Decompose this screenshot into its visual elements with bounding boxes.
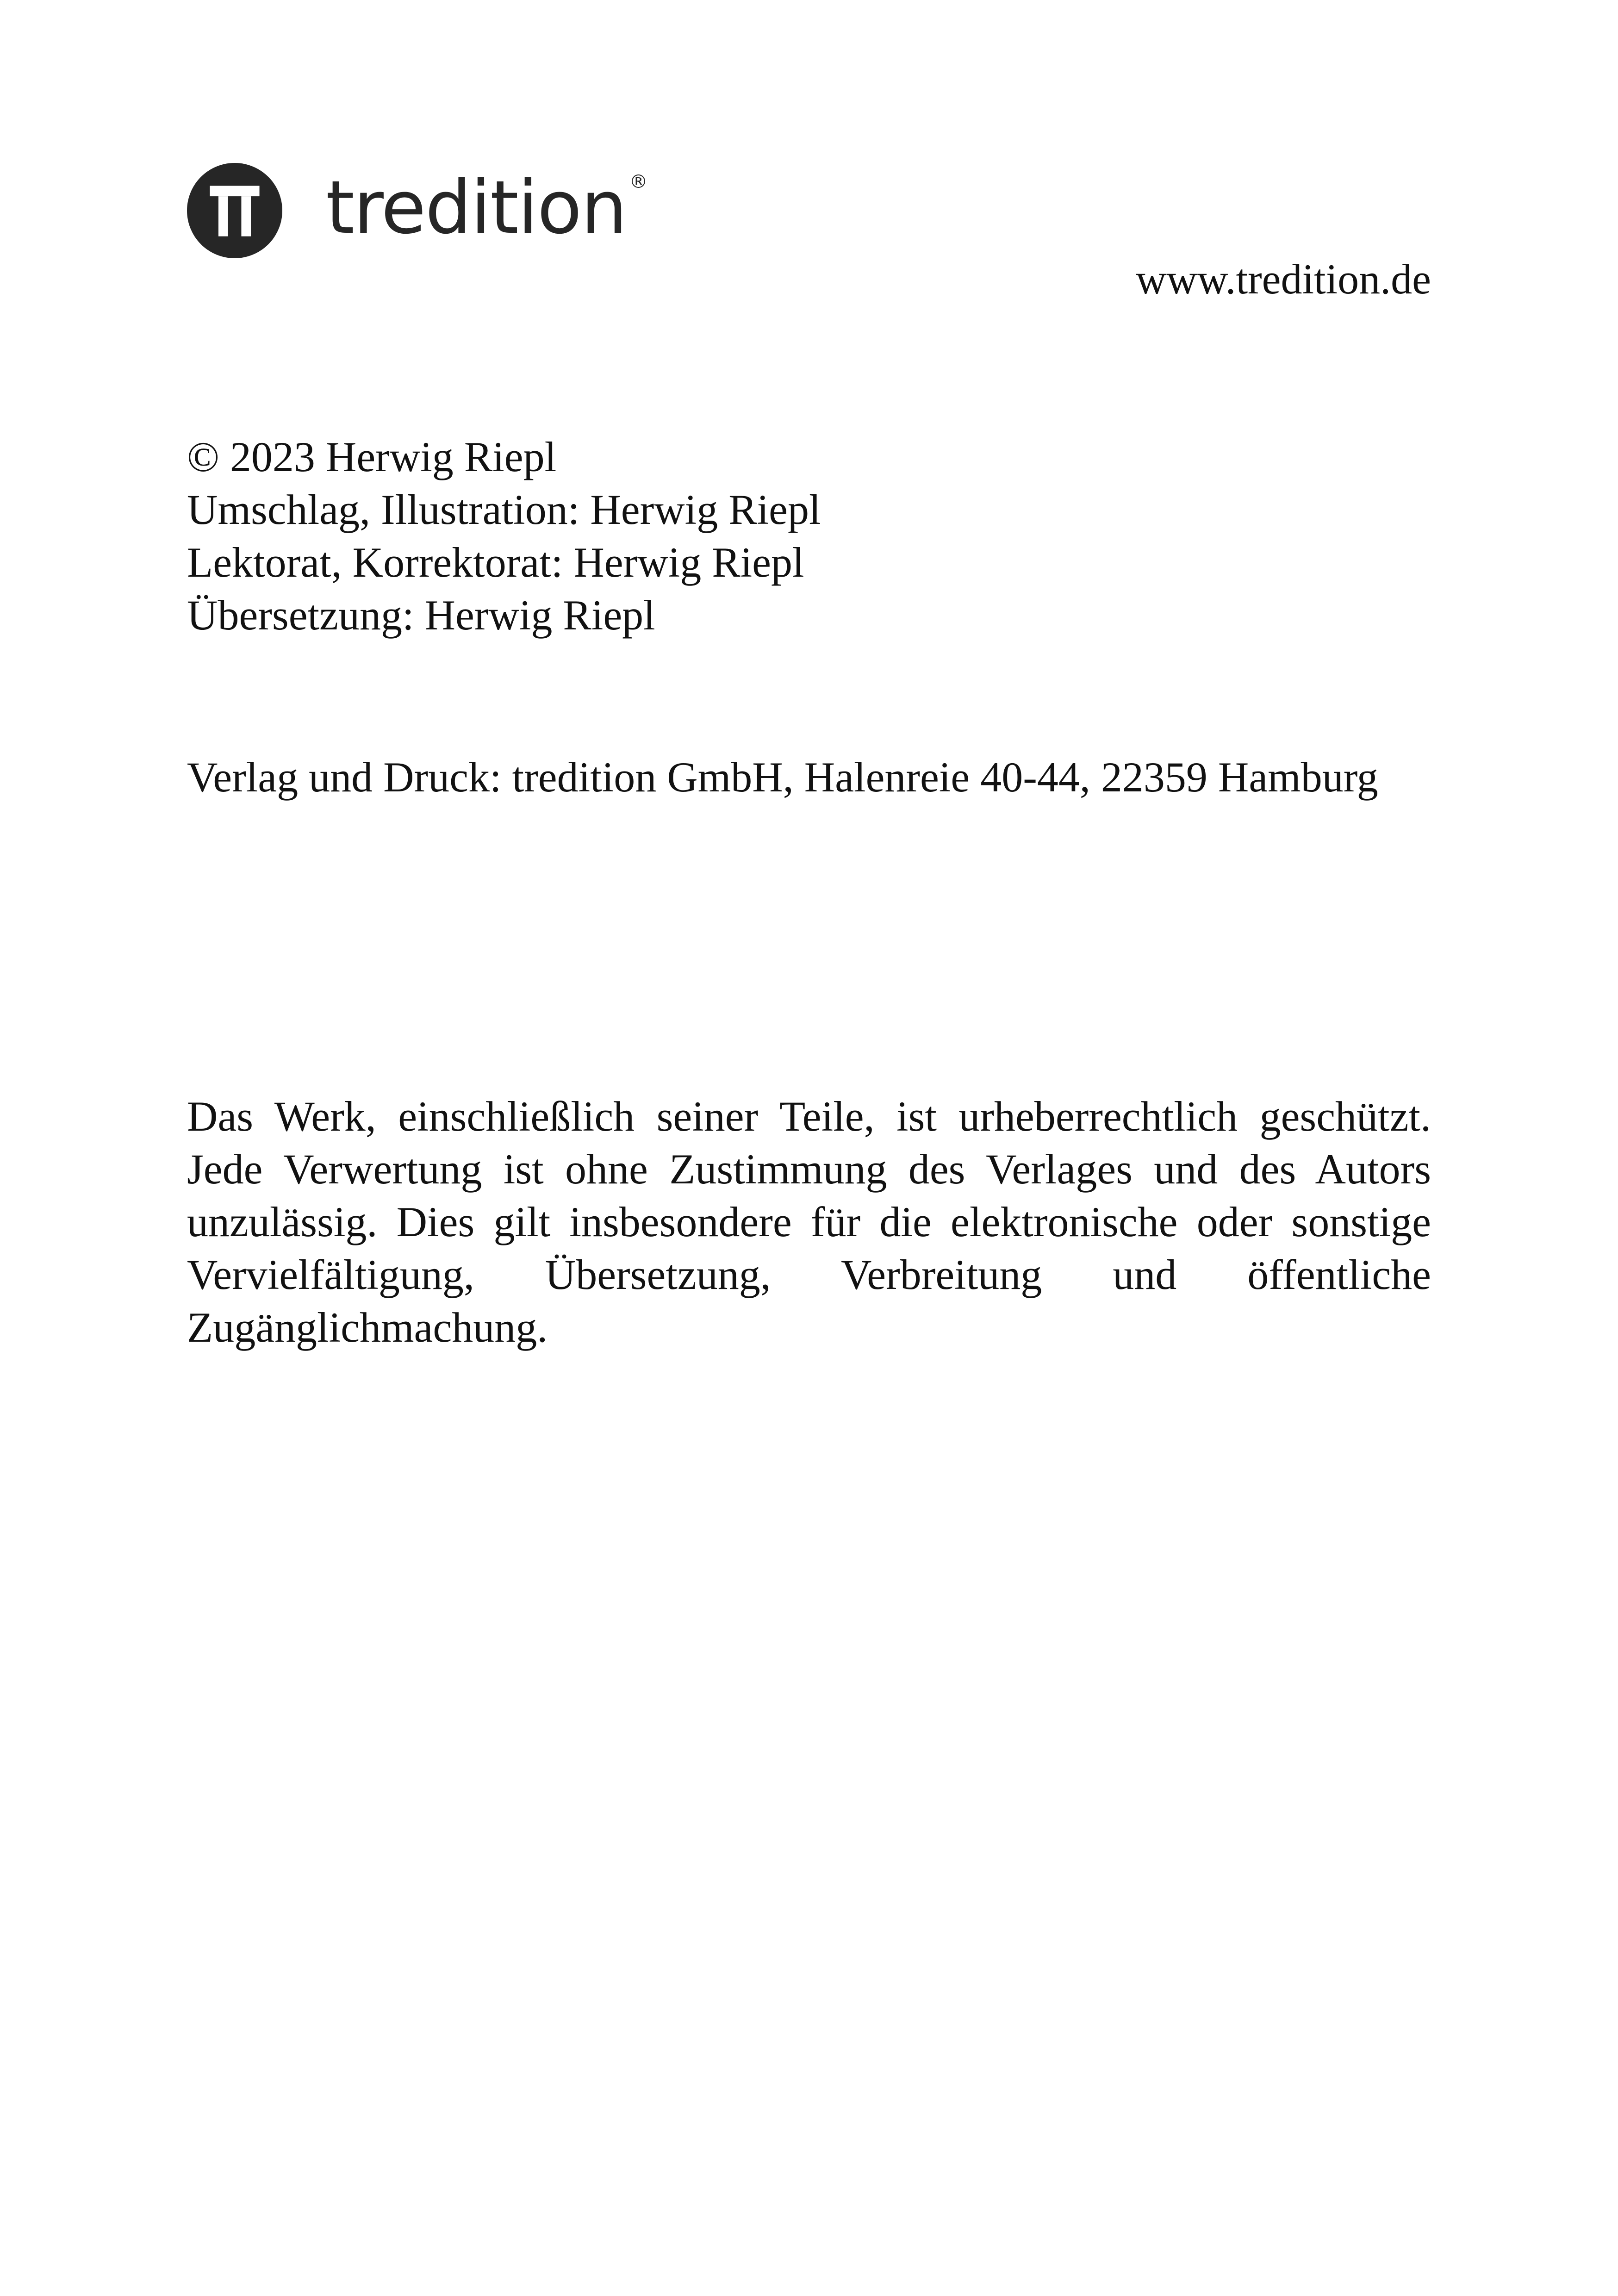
- translation-credit-line: Übersetzung: Herwig Riepl: [187, 591, 655, 639]
- credits-block: [187, 430, 1431, 641]
- rights-notice: Das Werk, einschließlich seiner Teile, ist urheberrechtlich geschützt. Jede Verwertung ist ohne Zustimmung des Verlages und des Autors unzulässig. Dies gilt insbesondere für die elektronische oder sonstige Vervielfältigung, Übersetzung, Verbreitung und öffentliche Zugänglichmachung.: [187, 1093, 1431, 1351]
- registered-mark: ®: [629, 171, 648, 193]
- publisher-logo: [187, 163, 648, 258]
- copyright-line: © 2023 Herwig Riepl: [187, 433, 557, 480]
- cover-credit-line: Umschlag, Illustration: Herwig Riepl: [187, 486, 821, 533]
- tredition-logo-icon: [187, 163, 282, 258]
- publisher-address: Verlag und Druck: tredition GmbH, Halenreie 40-44, 22359 Hamburg: [187, 753, 1378, 801]
- logo-wordmark: tredition: [326, 165, 627, 250]
- website-url: www.tredition.de: [1136, 255, 1431, 303]
- editing-credit-line: Lektorat, Korrektorat: Herwig Riepl: [187, 539, 804, 586]
